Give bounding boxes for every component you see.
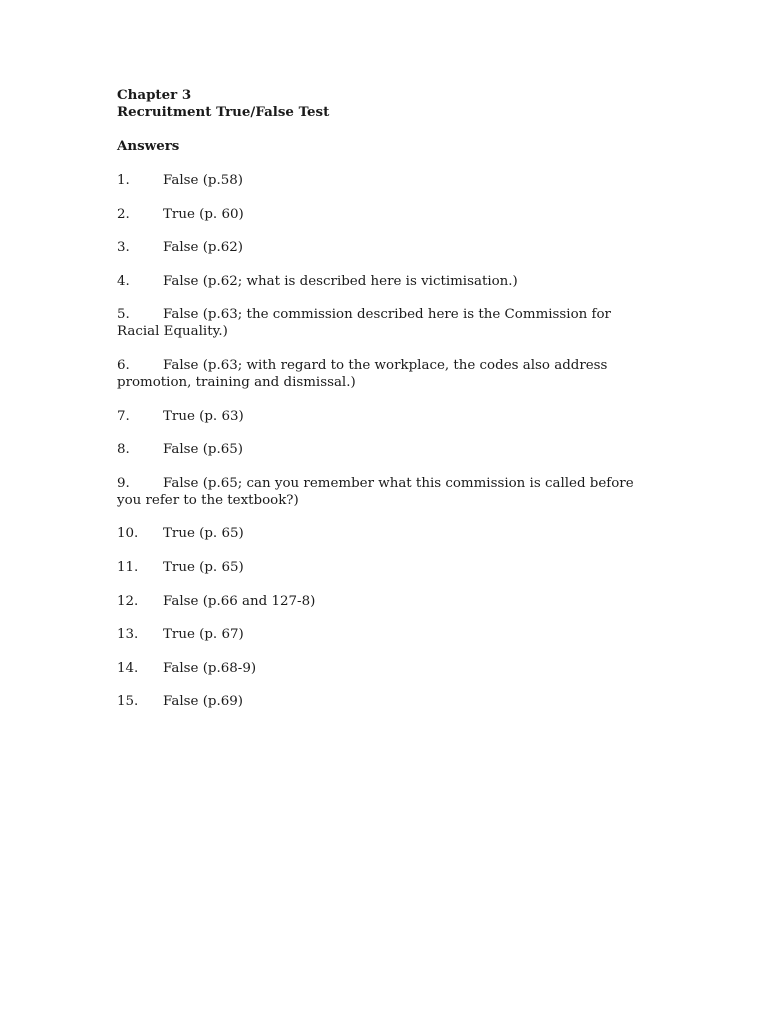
- answer-text: False (p.63; with regard to the workplace, the codes also address promotion, training and dismissal.): [117, 357, 608, 390]
- answer-item: [117, 660, 657, 677]
- answer-item: [117, 357, 657, 391]
- answer-number: 12.: [117, 593, 139, 609]
- answer-item: [117, 693, 657, 710]
- answer-number: 9.: [117, 475, 130, 491]
- answer-number: 15.: [117, 694, 139, 710]
- answer-text: False (p.63; the commission described here is the Commission for Racial Equality.): [117, 307, 611, 340]
- answer-text: False (p.65; can you remember what this commission is called before you refer to the textbook?): [117, 475, 634, 508]
- answer-number: 11.: [117, 559, 139, 575]
- answer-item: [117, 593, 657, 610]
- answer-item: [117, 525, 657, 542]
- answer-number: 7.: [117, 408, 130, 424]
- answer-number: 13.: [117, 627, 139, 643]
- answer-number: 4.: [117, 273, 130, 289]
- answer-text: False (p.66 and 127-8): [163, 593, 316, 609]
- answer-text: False (p.62): [163, 240, 244, 256]
- answer-text: True (p. 60): [163, 206, 244, 222]
- answer-item: [117, 408, 657, 425]
- answer-number: 5.: [117, 307, 130, 323]
- answer-item: [117, 273, 657, 290]
- answer-number: 3.: [117, 240, 130, 256]
- chapter-heading: Chapter 3: [117, 87, 192, 103]
- answer-number: 8.: [117, 442, 130, 458]
- answer-number: 10.: [117, 526, 139, 542]
- answer-list: [117, 172, 657, 710]
- answer-text: False (p.68-9): [163, 660, 257, 676]
- answer-text: False (p.65): [163, 442, 244, 458]
- answer-text: True (p. 63): [163, 408, 244, 424]
- answer-item: [117, 306, 657, 340]
- answer-text: True (p. 65): [163, 559, 244, 575]
- test-title: Recruitment True/False Test: [117, 104, 330, 120]
- answer-item: [117, 626, 657, 643]
- answer-text: True (p. 67): [163, 627, 244, 643]
- answer-item: [117, 206, 657, 223]
- document-content: [117, 87, 657, 727]
- answer-number: 14.: [117, 660, 139, 676]
- answer-item: [117, 475, 657, 509]
- answer-item: [117, 172, 657, 189]
- answer-text: True (p. 65): [163, 526, 244, 542]
- answer-item: [117, 441, 657, 458]
- answer-number: 2.: [117, 206, 130, 222]
- answers-heading: Answers: [117, 138, 180, 154]
- answer-item: [117, 239, 657, 256]
- answer-item: [117, 559, 657, 576]
- answer-number: 1.: [117, 173, 130, 188]
- answer-number: 6.: [117, 357, 130, 373]
- answer-text: False (p.58): [163, 173, 244, 188]
- answer-text: False (p.62; what is described here is victimisation.): [163, 273, 518, 289]
- answer-text: False (p.69): [163, 694, 244, 710]
